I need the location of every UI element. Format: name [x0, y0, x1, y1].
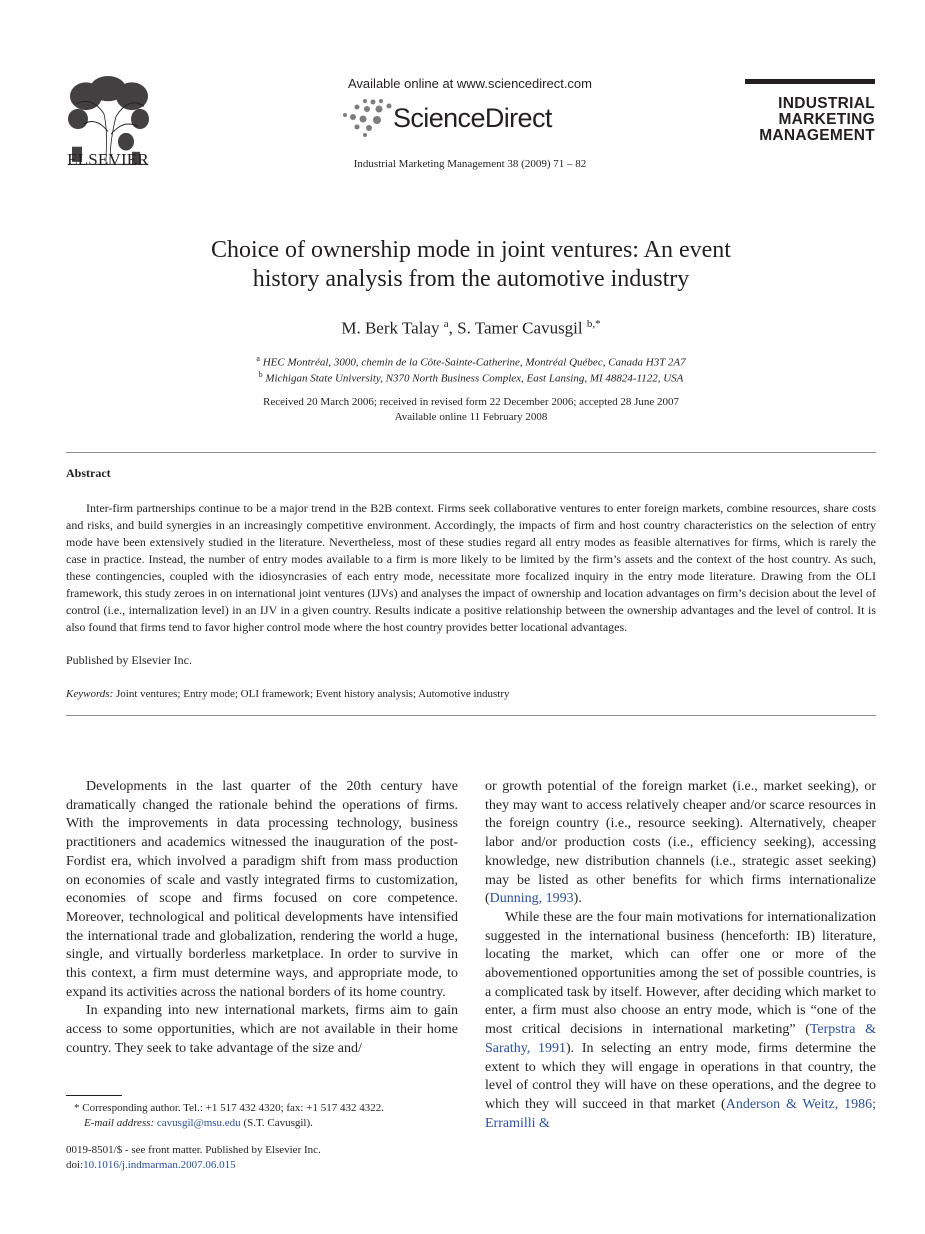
abstract-heading: Abstract: [66, 466, 111, 480]
email-suffix: (S.T. Cavusgil).: [240, 1117, 313, 1129]
email-link[interactable]: cavusgil@msu.edu: [156, 1117, 241, 1129]
journal-reference: Industrial Marketing Management 38 (2009) 71 – 82: [353, 158, 587, 170]
affiliation-a: [120, 354, 822, 369]
title-line-2: history analysis from the automotive industry: [252, 266, 690, 292]
affiliation-text: Michigan State University, N370 North Business Complex, East Lansing, MI 48824-1122, USA: [265, 372, 684, 385]
footnote-rule: [66, 1095, 122, 1096]
section-divider: [66, 715, 876, 716]
copyright-block: [66, 1143, 458, 1173]
email-label: E-mail address:: [84, 1117, 155, 1129]
body-text: or growth potential of the foreign market (i.e., market seeking), or they may want to access relatively cheaper and/or scarce resources in the foreign country (i.e., resource seeking). Alternatively, cheaper labor and/or production costs (i.e., efficiency seeking), accessing knowledge, new distribution channels (i.e., strategic asset seeking) may be listed as other benefits for which firms internationalize (: [485, 779, 876, 907]
author-affiliation-mark: b,*: [586, 318, 601, 330]
affiliation-text: HEC Montréal, 3000, chemin de la Côte-Sainte-Catherine, Montréal Québec, Canada H3T 2A7: [262, 356, 686, 369]
body-text: While these are the four main motivations for internationalization suggested in the international business (henceforth: IB) literature, locating the market, which can offer one or more of the abovementioned opportunities among the set of possible countries, is a complicated task by itself. However, after deciding which market to enter, a firm must also choose an entry mode, which is “one of the most critical decisions in international marketing” (: [485, 909, 876, 1038]
abstract-text: [66, 500, 876, 636]
article-title: [120, 236, 822, 294]
body-paragraph: [485, 778, 876, 909]
received-dates: Received 20 March 2006; received in revised form 22 December 2006; accepted 28 June 2007: [262, 396, 680, 408]
author-name[interactable]: S. Tamer Cavusgil: [457, 318, 583, 338]
keywords: [66, 688, 876, 700]
body-column-right: [485, 778, 876, 1133]
author-separator: ,: [448, 318, 458, 338]
author-name[interactable]: M. Berk Talay: [341, 318, 440, 338]
footnote: [66, 1101, 458, 1131]
issn-line: 0019-8501/$ - see front matter. Published by Elsevier Inc.: [66, 1144, 321, 1156]
corresponding-author-note: * Corresponding author. Tel.: +1 517 432 4320; fax: +1 517 432 4322.: [74, 1102, 384, 1114]
citation-link[interactable]: Anderson & Weitz, 1986; Erramilli &: [485, 1096, 876, 1131]
publisher-name: ELSEVIER: [67, 150, 149, 169]
doi-link[interactable]: 10.1016/j.indmarman.2007.06.015: [83, 1159, 236, 1171]
citation-link[interactable]: Terpstra & Sarathy, 1991: [485, 1022, 876, 1056]
journal-title-line: INDUSTRIAL: [778, 95, 875, 112]
published-by: Published by Elsevier Inc.: [66, 653, 192, 667]
doi-label: doi:: [66, 1159, 84, 1171]
sciencedirect-brand: ScienceDirect: [393, 103, 552, 133]
title-line-1: Choice of ownership mode in joint ventures: An event: [211, 237, 731, 263]
affiliation-mark: b: [258, 370, 263, 379]
doi-line: [66, 1158, 458, 1173]
journal-title: [720, 96, 875, 144]
journal-title-line: MANAGEMENT: [759, 127, 875, 144]
body-text: ). In selecting an entry mode, firms determine the extent to which they will engage in operations in that country, the level of control they will have on these operations, and the degree to which they will succeed in that market (: [485, 1040, 877, 1112]
citation-link[interactable]: Dunning, 1993: [489, 891, 574, 907]
author-affiliation-mark: a: [443, 318, 449, 330]
journal-title-line: MARKETING: [778, 111, 875, 128]
affiliation-mark: a: [256, 354, 260, 363]
body-paragraph: In expanding into new international markets, firms aim to gain access to some opportunities, which are not available in their home country. They seek to take advantage of the size and/: [66, 1003, 458, 1056]
body-text: ).: [573, 891, 582, 907]
email-line: [66, 1116, 458, 1131]
author-list: [120, 318, 822, 339]
section-divider: [66, 452, 876, 453]
keywords-list: Joint ventures; Entry mode; OLI framework; Event history analysis; Automotive industry: [116, 688, 510, 700]
body-paragraph: [485, 909, 876, 1133]
body-paragraph: Developments in the last quarter of the 20th century have dramatically changed the rationale behind the operations of firms. With the improvements in data processing technology, business practitioners and academics witnessed the inauguration of the post-Fordist era, which involved a paradigm shift from mass production on economies of scale and vastly integrated firms to customization, economies of scope and firms focused on core competence. Moreover, technological and political developments have intensified the international trade and globalization, rendering the world a huge, single, and virtually borderless marketplace. In order to survive in this context, a firm must determine ways, and appropriate mode, to expand its activities across the national borders of its home country.: [66, 779, 458, 1000]
available-online-text[interactable]: Available online at www.sciencedirect.com: [348, 76, 592, 91]
available-online-date: Available online 11 February 2008: [394, 411, 548, 423]
abstract-paragraph: Inter-firm partnerships continue to be a major trend in the B2B context. Firms seek collaborative ventures to enter foreign markets, combine resources, share costs and risks, and build synergies in an increasingly competitive environment. Accordingly, the impacts of firm and host country characteristics on the selection of entry mode have been extensively studied in the literature. Nevertheless, most of these studies regard all entry modes as feasible alternatives for firms, which is rarely the case in practice. Instead, the number of entry modes available to a firm is more likely to be limited by the firm’s assets and the context of the host country. As such, these contingencies, coupled with the idiosyncrasies of each entry mode, necessitate more focalized inquiry in the entry mode literature. Drawing from the OLI framework, this study zeroes in on international joint ventures (IJVs) and analyses the impact of ownership and location advantages on firm’s decision about the level of control (i.e., internalization level) in an IJV in a given country. Results indicate a positive relationship between the ownership advantages and the level of control. It is also found that firms tend to favor higher control mode where the host country provides better locational advantages.: [66, 501, 876, 634]
keywords-label: Keywords:: [66, 688, 114, 700]
body-column-left: [66, 778, 458, 1059]
affiliation-b: [120, 370, 822, 385]
journal-title-bar: [745, 79, 875, 84]
